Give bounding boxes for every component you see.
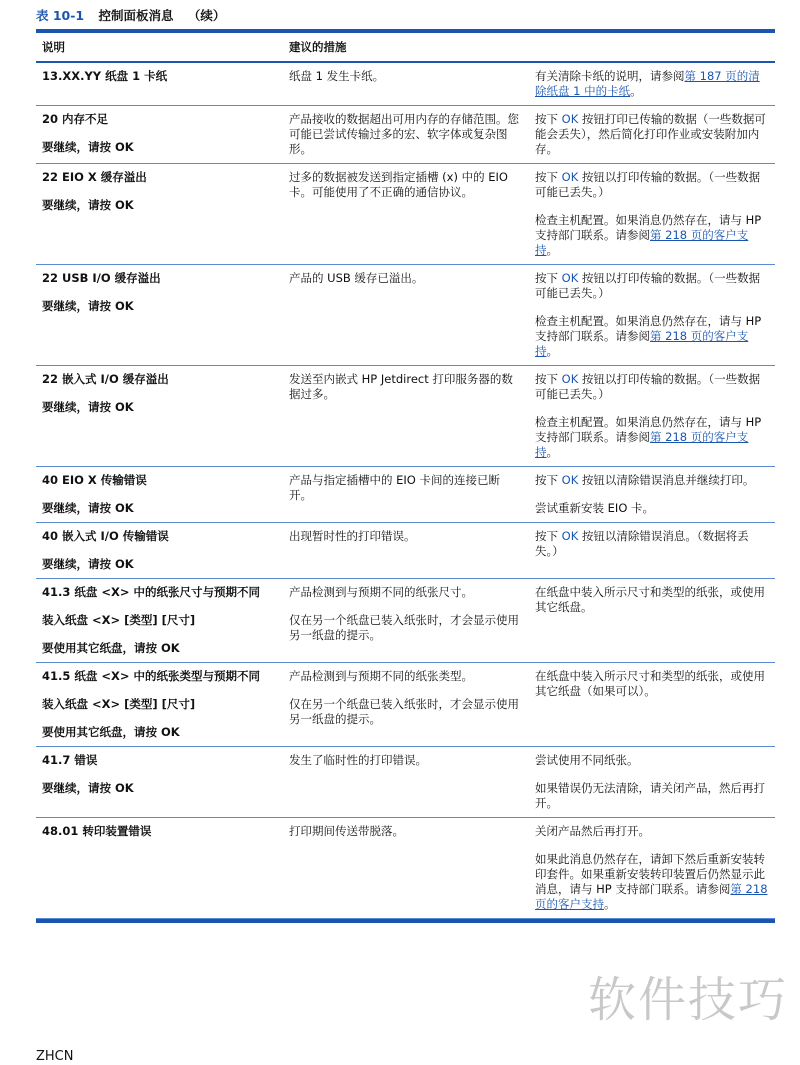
ok-key-label: OK <box>561 473 579 487</box>
action-text-segment: 尝试使用不同纸张。 <box>535 753 639 767</box>
table-caption <box>36 8 225 23</box>
action-cell <box>529 663 775 747</box>
description-cell <box>283 818 529 919</box>
description-text: 发生了临时性的打印错误。 <box>289 753 427 767</box>
message-cell <box>36 663 283 747</box>
header-recommended-action: 建议的措施 <box>283 33 529 62</box>
message-text: 40 嵌入式 I/O 传输错误 <box>42 529 169 543</box>
action-text-segment: 在纸盘中装入所示尺寸和类型的纸张，或使用其它纸盘（如果可以）。 <box>535 669 765 698</box>
message-text: 41.3 纸盘 <X> 中的纸张尺寸与预期不同 <box>42 585 261 599</box>
action-text-segment: 如果错误仍无法清除，请关闭产品，然后再打开。 <box>535 781 765 810</box>
description-text: 仅在另一个纸盘已装入纸张时，才会显示使用另一纸盘的提示。 <box>289 613 519 642</box>
message-subtext: 要继续，请按 OK <box>42 299 134 313</box>
ok-key-label: OK <box>561 372 579 386</box>
description-text: 仅在另一个纸盘已装入纸张时，才会显示使用另一纸盘的提示。 <box>289 697 519 726</box>
page-footer: ZHCN <box>36 1049 74 1064</box>
message-subtext: 要使用其它纸盘，请按 OK <box>42 725 180 739</box>
table-row <box>36 523 775 579</box>
message-cell <box>36 62 283 106</box>
action-text <box>535 824 769 839</box>
description-cell <box>283 62 529 106</box>
description-text: 过多的数据被发送到指定插槽 (x) 中的 EIO 卡。可能使用了不正确的通信协议。 <box>289 170 508 199</box>
action-text <box>535 473 769 488</box>
description-cell <box>283 265 529 366</box>
description-text: 产品的 USB 缓存已溢出。 <box>289 271 424 285</box>
ok-key-label: OK <box>561 170 579 184</box>
action-text-segment: 按下 <box>535 529 562 543</box>
message-subtext: 要继续，请按 OK <box>42 140 134 154</box>
watermark: 软件技巧 <box>587 972 788 1028</box>
table-row <box>36 164 775 265</box>
action-cell <box>529 467 775 523</box>
description-text: 产品与指定插槽中的 EIO 卡间的连接已断开。 <box>289 473 501 502</box>
message-text: 41.7 错误 <box>42 753 98 767</box>
action-text <box>535 781 769 811</box>
action-text <box>535 669 769 699</box>
description-text: 纸盘 1 发生卡纸。 <box>289 69 385 83</box>
action-text-segment: 按钮打印已传输的数据（一些数据可能会丢失），然后简化打印作业或安装附加内存。 <box>535 112 766 156</box>
message-cell <box>36 579 283 663</box>
description-cell <box>283 663 529 747</box>
action-text-segment: 按钮以打印传输的数据。（一些数据可能已丢失。） <box>535 170 761 199</box>
table-row <box>36 467 775 523</box>
description-text: 打印期间传送带脱落。 <box>289 824 404 838</box>
message-cell <box>36 106 283 164</box>
header-description: 说明 <box>36 33 283 62</box>
table-row <box>36 366 775 467</box>
header-extra <box>529 33 775 62</box>
action-cell <box>529 164 775 265</box>
table-row <box>36 106 775 164</box>
message-subtext: 要继续，请按 OK <box>42 198 134 212</box>
table-row <box>36 747 775 818</box>
ok-key-label: OK <box>561 529 579 543</box>
table-row <box>36 265 775 366</box>
action-cell <box>529 62 775 106</box>
action-text-segment: 尝试重新安装 EIO 卡。 <box>535 501 655 515</box>
action-cell <box>529 265 775 366</box>
action-text-segment: 按下 <box>535 271 562 285</box>
action-cell <box>529 366 775 467</box>
message-table-wrap <box>36 33 775 919</box>
table-continued: （续） <box>187 8 226 23</box>
message-subtext: 要继续，请按 OK <box>42 501 134 515</box>
message-cell <box>36 747 283 818</box>
message-text: 41.5 纸盘 <X> 中的纸张类型与预期不同 <box>42 669 261 683</box>
message-subtext: 装入纸盘 <X> [类型] [尺寸] <box>42 613 196 627</box>
action-text <box>535 852 769 912</box>
cross-reference-link[interactable]: 第 218 页的客户支持 <box>535 329 749 358</box>
message-text: 22 EIO X 缓存溢出 <box>42 170 147 184</box>
table-body <box>36 62 775 919</box>
action-text <box>535 415 769 460</box>
action-text-segment: 按钮以清除错误消息。（数据将丢失。） <box>535 529 749 558</box>
message-subtext: 要继续，请按 OK <box>42 557 134 571</box>
action-cell <box>529 579 775 663</box>
action-text-segment: 。 <box>630 84 642 98</box>
action-text <box>535 529 769 559</box>
action-text-segment: 按钮以打印传输的数据。（一些数据可能已丢失。） <box>535 271 761 300</box>
action-text <box>535 213 769 258</box>
action-text <box>535 314 769 359</box>
action-text-segment: 按下 <box>535 372 562 386</box>
message-cell <box>36 818 283 919</box>
message-text: 48.01 转印装置错误 <box>42 824 152 838</box>
description-text: 产品检测到与预期不同的纸张类型。 <box>289 669 473 683</box>
action-text <box>535 271 769 301</box>
cross-reference-link[interactable]: 第 218 页的客户支持 <box>535 882 768 911</box>
message-text: 22 USB I/O 缓存溢出 <box>42 271 161 285</box>
message-subtext: 要继续，请按 OK <box>42 781 134 795</box>
description-cell <box>283 579 529 663</box>
description-text: 出现暂时性的打印错误。 <box>289 529 416 543</box>
description-cell <box>283 523 529 579</box>
action-text-segment: 。 <box>546 445 558 459</box>
action-text <box>535 585 769 615</box>
action-text-segment: 在纸盘中装入所示尺寸和类型的纸张，或使用其它纸盘。 <box>535 585 765 614</box>
description-cell <box>283 164 529 265</box>
action-text <box>535 753 769 768</box>
description-cell <box>283 467 529 523</box>
cross-reference-link[interactable]: 第 218 页的客户支持 <box>535 228 749 257</box>
table-row <box>36 579 775 663</box>
header-row <box>36 33 775 62</box>
action-text-segment: 按下 <box>535 112 562 126</box>
message-text: 13.XX.YY 纸盘 1 卡纸 <box>42 69 168 83</box>
action-text <box>535 112 769 157</box>
table-title: 控制面板消息 <box>98 8 174 23</box>
action-text-segment: 检查主机配置。如果消息仍然存在，请与 HP 支持部门联系。请参阅 <box>535 314 762 343</box>
message-text: 22 嵌入式 I/O 缓存溢出 <box>42 372 169 386</box>
message-cell <box>36 164 283 265</box>
action-text <box>535 170 769 200</box>
table-row <box>36 62 775 106</box>
cross-reference-link[interactable]: 第 187 页的清除纸盘 1 中的卡纸 <box>535 69 760 98</box>
action-text-segment: 。 <box>546 344 558 358</box>
table-number: 表 10-1 <box>36 8 85 23</box>
message-cell <box>36 523 283 579</box>
action-text-segment: 有关清除卡纸的说明，请参阅 <box>535 69 685 83</box>
action-text <box>535 501 769 516</box>
message-subtext: 装入纸盘 <X> [类型] [尺寸] <box>42 697 196 711</box>
message-cell <box>36 366 283 467</box>
action-text-segment: 关闭产品然后再打开。 <box>535 824 650 838</box>
message-subtext: 要继续，请按 OK <box>42 400 134 414</box>
action-cell <box>529 747 775 818</box>
action-text-segment: 。 <box>546 243 558 257</box>
bottom-rule <box>36 919 775 923</box>
description-text: 产品检测到与预期不同的纸张尺寸。 <box>289 585 473 599</box>
control-panel-messages-table <box>36 33 775 919</box>
action-text-segment: 检查主机配置。如果消息仍然存在，请与 HP 支持部门联系。请参阅 <box>535 213 762 242</box>
description-cell <box>283 366 529 467</box>
ok-key-label: OK <box>561 112 579 126</box>
description-text: 发送至内嵌式 HP Jetdirect 打印服务器的数据过多。 <box>289 372 513 401</box>
action-cell <box>529 523 775 579</box>
action-text-segment: 。 <box>604 897 616 911</box>
message-cell <box>36 467 283 523</box>
table-row <box>36 818 775 919</box>
action-text <box>535 372 769 402</box>
action-text <box>535 69 769 99</box>
table-row <box>36 663 775 747</box>
action-cell <box>529 106 775 164</box>
message-cell <box>36 265 283 366</box>
action-text-segment: 按钮以打印传输的数据。（一些数据可能已丢失。） <box>535 372 761 401</box>
message-text: 20 内存不足 <box>42 112 109 126</box>
description-text: 产品接收的数据超出可用内存的存储范围。您可能已尝试传输过多的宏、软字体或复杂图形。 <box>289 112 519 156</box>
action-text-segment: 按钮以清除错误消息并继续打印。 <box>578 473 755 487</box>
action-cell <box>529 818 775 919</box>
action-text-segment: 按下 <box>535 170 562 184</box>
description-cell <box>283 106 529 164</box>
action-text-segment: 如果此消息仍然存在，请卸下然后重新安装转印套件。如果重新安装转印装置后仍然显示此消息，请与 HP 支持部门联系。请参阅 <box>535 852 765 896</box>
description-cell <box>283 747 529 818</box>
action-text-segment: 按下 <box>535 473 562 487</box>
message-subtext: 要使用其它纸盘，请按 OK <box>42 641 180 655</box>
cross-reference-link[interactable]: 第 218 页的客户支持 <box>535 430 749 459</box>
action-text-segment: 检查主机配置。如果消息仍然存在，请与 HP 支持部门联系。请参阅 <box>535 415 762 444</box>
ok-key-label: OK <box>561 271 579 285</box>
message-text: 40 EIO X 传输错误 <box>42 473 147 487</box>
